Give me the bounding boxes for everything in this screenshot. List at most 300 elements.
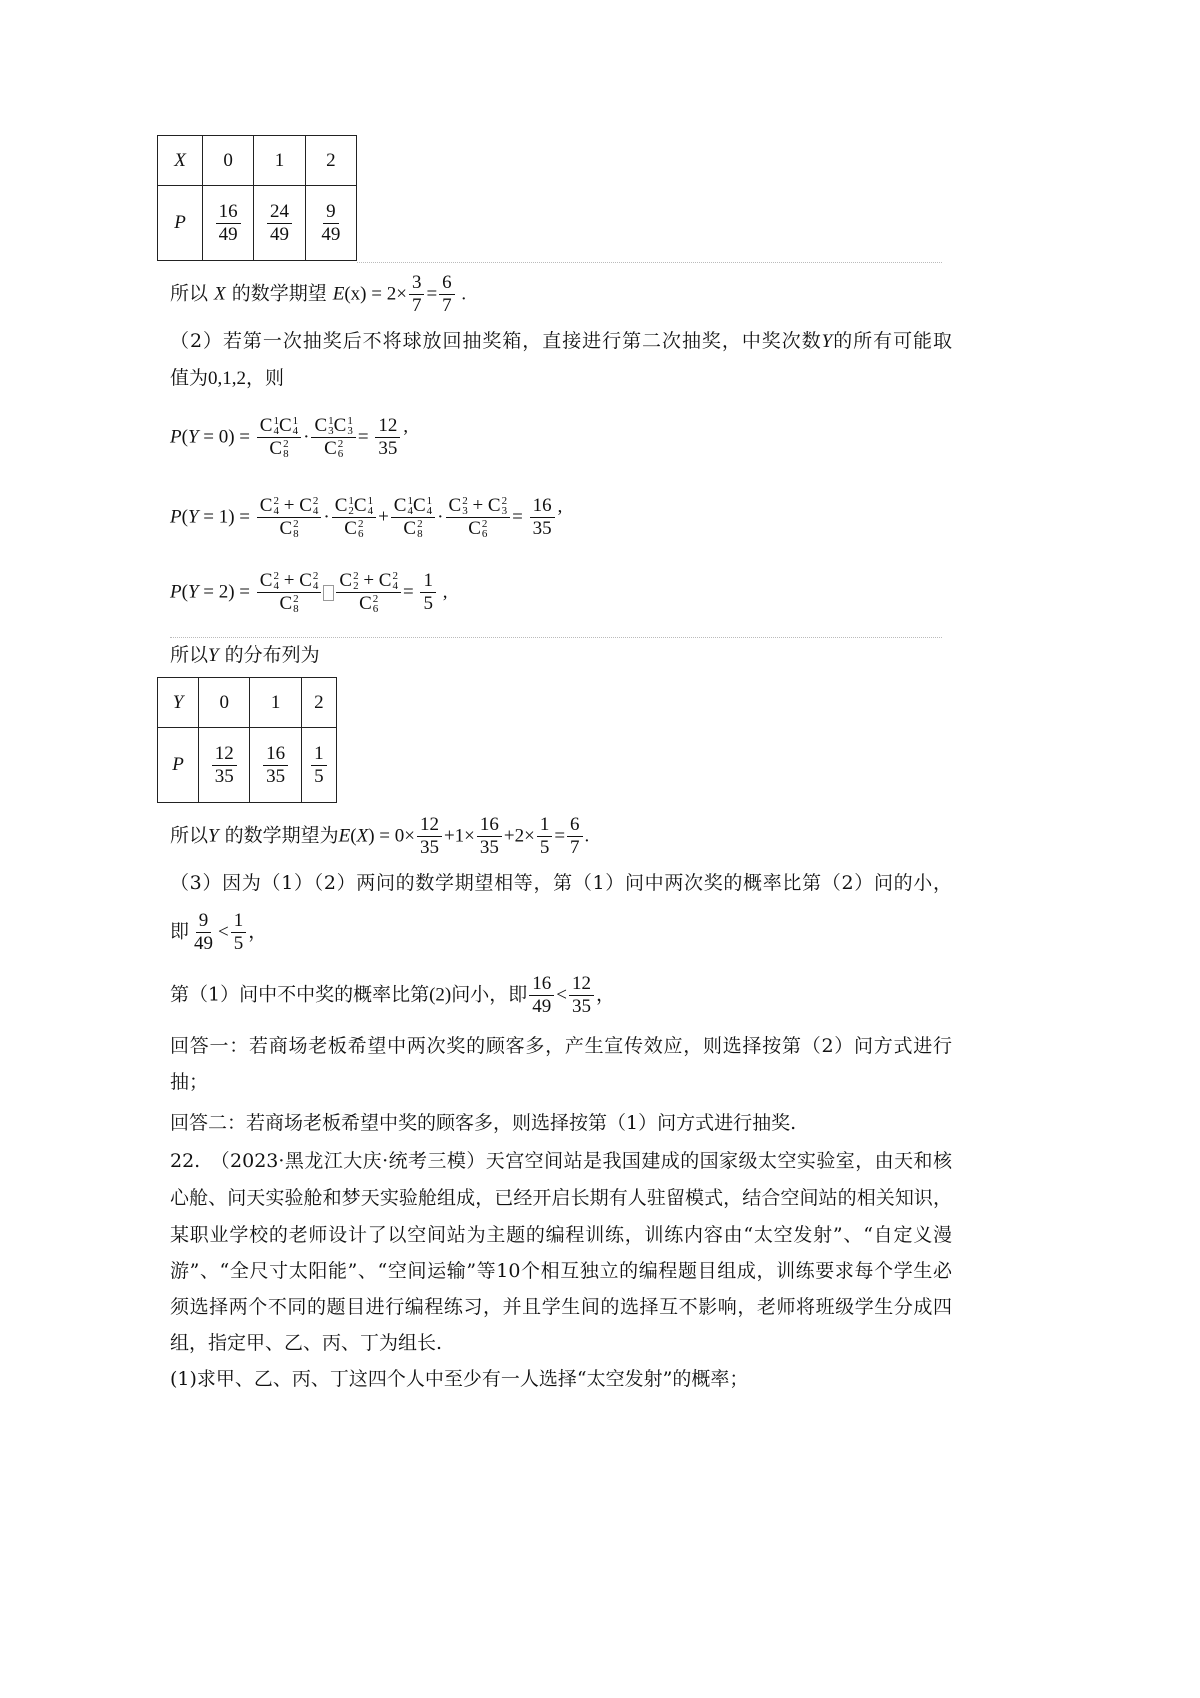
denominator: 49 <box>218 223 238 245</box>
subscript: 3 <box>501 505 508 517</box>
answer-1-cont <box>170 1069 208 1095</box>
math-text: 6 <box>442 272 452 293</box>
part2-text-cont <box>170 365 284 392</box>
math-variable: E <box>332 283 345 305</box>
denominator <box>409 295 425 317</box>
combination-indices <box>368 496 374 516</box>
text-run: 的所有可能取 <box>832 330 952 352</box>
divider <box>357 262 942 263</box>
formula-p-y0 <box>170 415 409 460</box>
combination-c: C <box>403 518 417 539</box>
combination-symbol <box>394 495 413 517</box>
fraction <box>446 495 511 540</box>
combination-c: C <box>259 495 273 516</box>
superscript: 2 <box>392 570 398 582</box>
math-text: 5 <box>423 593 433 614</box>
combination-indices <box>293 594 299 614</box>
math-text: ( <box>181 506 188 528</box>
math-text: (x) = 2× <box>344 283 407 305</box>
combination-c: C <box>314 415 328 436</box>
combination-symbol <box>334 415 353 437</box>
denominator <box>276 518 301 540</box>
combination-symbol <box>279 593 298 615</box>
part3-text <box>170 870 952 896</box>
text-run: 22. （2023·黑龙江大庆·统考三模）天宫空间站是我国建成的国家级太空实验室，由天和核 <box>170 1150 952 1172</box>
numerator <box>257 415 301 438</box>
formula-p-y1 <box>170 495 563 540</box>
math-text: + <box>467 495 488 516</box>
math-text: · <box>323 506 330 528</box>
combination-c: C <box>334 495 348 516</box>
superscript: 2 <box>462 495 468 507</box>
math-text: 3 <box>411 272 422 293</box>
combination-indices <box>502 496 508 516</box>
math-text: 1 <box>423 570 433 591</box>
distribution-table-y <box>157 677 337 803</box>
combination-c: C <box>279 593 293 614</box>
math-variable: X <box>356 825 369 847</box>
math-variable: P <box>170 581 182 603</box>
math-text: = <box>402 581 419 603</box>
text-run: （3）因为（1）（2）两问的数学期望相等，第（1）问中两次奖的概率比第（2）问的小， <box>170 872 952 894</box>
math-text: 0,1,2 <box>208 368 247 389</box>
text-run: (1)求甲、乙、丙、丁这四个人中至少有一人选择“太空发射”的概率； <box>170 1368 749 1390</box>
combination-c: C <box>259 570 273 591</box>
numerator <box>477 814 502 837</box>
distribution-table-x <box>157 135 357 261</box>
text-run: 的数学期望为 <box>218 824 339 847</box>
text-run: 即 <box>170 920 190 943</box>
fraction <box>311 415 355 460</box>
combination-symbol <box>344 518 363 540</box>
combination-indices <box>358 519 364 539</box>
subscript: 4 <box>292 425 299 437</box>
divider <box>170 637 942 638</box>
denominator <box>439 295 455 317</box>
text-run: 回答一：若商场老板希望中两次奖的顾客多，产生宣传效应，则选择按第（2）问方式进行 <box>170 1035 952 1057</box>
text-run: 游”、“全尺寸太阳能”、“空间运输”等10个相互独立的编程题目组成，训练要求每个学生必 <box>170 1260 952 1282</box>
denominator <box>341 518 366 540</box>
subscript: 3 <box>347 425 353 437</box>
math-text: ( <box>350 825 357 847</box>
math-text: 7 <box>570 837 580 858</box>
superscript: 2 <box>501 495 508 507</box>
inequality-2 <box>170 973 615 1018</box>
fraction <box>529 973 554 1018</box>
table-header-cell: 1 <box>250 678 301 728</box>
superscript: 2 <box>372 593 379 605</box>
denominator <box>530 518 555 540</box>
question-22-text <box>170 1222 952 1248</box>
fraction <box>530 495 555 540</box>
prob-cell <box>301 728 336 803</box>
text-run: 组，指定甲、乙、丙、丁为组长. <box>170 1332 443 1354</box>
combination-symbol <box>339 570 358 592</box>
subscript: 2 <box>348 505 354 517</box>
numerator <box>391 495 435 518</box>
table-row-label: P <box>158 728 199 803</box>
math-text: 16 <box>532 973 552 994</box>
denominator <box>276 593 301 615</box>
math-variable: E <box>338 825 351 847</box>
combination-c: C <box>378 570 392 591</box>
math-text: 16 <box>532 495 552 516</box>
math-text: ( <box>181 581 188 603</box>
math-text: 49 <box>194 933 214 954</box>
math-text: 6 <box>570 814 580 835</box>
subscript: 4 <box>407 505 413 517</box>
subscript: 4 <box>426 505 433 517</box>
combination-symbol <box>299 495 318 517</box>
combination-indices <box>313 496 319 516</box>
math-text: 12 <box>571 973 591 994</box>
denominator <box>321 438 346 460</box>
question-22-text <box>170 1330 442 1356</box>
numerator <box>332 495 376 518</box>
superscript: 2 <box>481 518 488 530</box>
math-text: ( <box>181 426 188 448</box>
text-run: 所以 <box>170 644 209 666</box>
text-run: 的分布列为 <box>218 644 320 666</box>
subscript: 8 <box>417 528 423 540</box>
superscript: 2 <box>283 438 289 450</box>
combination-symbol <box>314 415 333 437</box>
math-text: 5 <box>233 933 244 954</box>
combination-indices <box>373 594 379 614</box>
text-run: 心舱、问天实验舱和梦天实验舱组成，已经开启长期有人驻留模式，结合空间站的相关知识， <box>170 1187 952 1209</box>
denominator <box>465 518 490 540</box>
text-run: 问小，即 <box>451 983 528 1006</box>
text-run: 抽； <box>170 1071 209 1093</box>
fraction <box>537 814 553 859</box>
math-text: 35 <box>571 996 591 1017</box>
combination-symbol <box>269 438 288 460</box>
prob-cell <box>250 728 301 803</box>
denominator <box>266 438 291 460</box>
superscript: 2 <box>293 518 299 530</box>
fraction <box>191 910 216 955</box>
math-text: 35 <box>419 837 439 858</box>
expectation-y-line <box>170 814 589 859</box>
combination-symbol <box>260 415 279 437</box>
subscript: 6 <box>337 448 344 460</box>
text-run: 所以 <box>170 824 209 847</box>
math-text: 12 <box>419 814 439 835</box>
numerator <box>420 570 436 593</box>
question-22-text <box>170 1185 952 1211</box>
combination-c: C <box>344 518 357 539</box>
subscript: 8 <box>293 528 299 540</box>
superscript: 1 <box>347 415 353 427</box>
denominator <box>477 837 502 859</box>
fraction <box>257 415 301 460</box>
superscript: 1 <box>273 415 279 427</box>
text-run: 回答二：若商场老板希望中奖的顾客多，则选择按第（1）问方式进行抽奖. <box>170 1112 797 1134</box>
combination-c: C <box>359 593 372 614</box>
combination-symbol <box>279 518 298 540</box>
subscript: 4 <box>273 425 279 437</box>
subscript: 6 <box>357 528 364 540</box>
math-text: = <box>357 426 374 448</box>
numerator: 9 <box>323 201 339 224</box>
text-run: 第（1）问中不中奖的概率比第 <box>170 983 430 1006</box>
numerator <box>231 910 247 933</box>
combination-indices <box>427 496 433 516</box>
fraction <box>336 570 401 615</box>
numerator <box>375 415 400 438</box>
combination-symbol <box>260 570 279 592</box>
subscript: 8 <box>283 448 289 460</box>
superscript: 1 <box>292 415 299 427</box>
combination-indices <box>347 416 353 436</box>
math-text: 7 <box>411 295 422 316</box>
combination-c: C <box>393 495 407 516</box>
formula-p-y2 <box>170 570 447 615</box>
fraction <box>391 495 435 540</box>
combination-symbol <box>413 495 432 517</box>
combination-c: C <box>279 518 293 539</box>
superscript: 1 <box>426 495 433 507</box>
combination-indices <box>293 416 299 436</box>
subscript: 8 <box>293 603 299 615</box>
numerator <box>439 272 455 295</box>
numerator: 16 <box>263 743 288 766</box>
math-text: = 0) = <box>198 426 255 448</box>
math-variable: Y <box>208 825 219 847</box>
math-text: (2) <box>429 984 452 1006</box>
combination-indices <box>417 519 423 539</box>
subscript: 4 <box>312 505 319 517</box>
subscript: 4 <box>367 505 374 517</box>
combination-c: C <box>324 438 337 459</box>
math-text: 12 <box>378 415 398 436</box>
superscript: 1 <box>367 495 374 507</box>
numerator <box>569 973 594 996</box>
text-run: ， <box>595 983 615 1006</box>
combination-c: C <box>299 495 312 516</box>
math-text: ’ <box>556 506 563 528</box>
subscript: 3 <box>462 505 468 517</box>
math-text: · <box>303 426 310 448</box>
math-text: 16 <box>479 814 499 835</box>
math-text: = 1) = <box>198 506 255 528</box>
combination-symbol <box>335 495 354 517</box>
denominator <box>375 438 400 460</box>
table-row-label: P <box>158 186 203 261</box>
table-header-cell: X <box>158 136 203 186</box>
math-variable: Y <box>187 581 199 603</box>
table-header-cell: 2 <box>301 678 336 728</box>
combination-symbol <box>379 570 398 592</box>
fraction <box>257 495 322 540</box>
math-variable: P <box>170 506 182 528</box>
combination-c: C <box>333 415 347 436</box>
denominator <box>529 996 554 1018</box>
numerator <box>257 570 322 593</box>
superscript: 2 <box>417 518 423 530</box>
combination-symbol <box>354 495 373 517</box>
superscript: 2 <box>273 495 279 507</box>
denominator <box>569 996 594 1018</box>
table-header-cell: 2 <box>305 136 356 186</box>
numerator <box>409 272 425 295</box>
numerator: 24 <box>267 201 292 224</box>
numerator <box>417 814 442 837</box>
math-text: 7 <box>442 295 452 316</box>
numerator <box>537 814 553 837</box>
fraction <box>420 570 436 615</box>
combination-c: C <box>468 518 481 539</box>
table-header-cell: Y <box>158 678 199 728</box>
math-text: · <box>437 506 444 528</box>
combination-symbol <box>260 495 279 517</box>
math-text: +1× <box>443 825 475 847</box>
fraction <box>569 973 594 1018</box>
numerator <box>336 570 401 593</box>
math-text: . <box>456 283 467 305</box>
math-text: = <box>554 825 566 847</box>
numerator: 16 <box>216 201 241 224</box>
combination-c: C <box>412 495 426 516</box>
text-run: 某职业学校的老师设计了以空间站为主题的编程训练，训练内容由“太空发射”、“自定义漫 <box>170 1224 952 1246</box>
text-run: ， <box>248 920 268 943</box>
table-header-cell: 0 <box>199 678 250 728</box>
fraction <box>439 272 455 317</box>
prob-cell <box>203 186 254 261</box>
combination-indices <box>293 519 299 539</box>
fraction <box>409 272 425 317</box>
subscript: 6 <box>481 528 488 540</box>
fraction <box>477 814 502 859</box>
combination-c: C <box>339 570 353 591</box>
numerator <box>446 495 511 518</box>
subscript: 3 <box>328 425 334 437</box>
combination-c: C <box>299 570 312 591</box>
denominator <box>356 593 381 615</box>
question-22-part1 <box>170 1366 748 1392</box>
prob-cell <box>254 186 305 261</box>
math-variable: Y <box>208 645 219 666</box>
text-run: 须选择两个不同的题目进行编程练习，并且学生间的选择互不影响，老师将班级学生分成四 <box>170 1296 952 1318</box>
numerator: 1 <box>311 743 327 766</box>
math-text: + <box>278 570 300 591</box>
subscript: 2 <box>353 580 359 592</box>
combination-symbol <box>488 495 507 517</box>
denominator <box>231 933 247 955</box>
fraction <box>567 814 583 859</box>
math-text: . <box>584 825 590 847</box>
math-variable: Y <box>187 506 199 528</box>
prob-cell <box>199 728 250 803</box>
question-22-text <box>170 1148 952 1174</box>
fraction <box>417 814 442 859</box>
subscript: 4 <box>273 580 279 592</box>
question-22-text <box>170 1294 952 1320</box>
denominator: 35 <box>266 765 286 787</box>
combination-symbol <box>403 518 422 540</box>
denominator <box>567 837 583 859</box>
distribution-intro <box>170 642 320 669</box>
question-22-text <box>170 1258 952 1284</box>
fraction <box>257 570 322 615</box>
combination-indices <box>392 571 398 591</box>
combination-symbol <box>359 593 378 615</box>
combination-c: C <box>278 415 292 436</box>
math-text: 35 <box>532 518 552 539</box>
combination-indices <box>482 519 488 539</box>
text-run: （2）若第一次抽奖后不将球放回抽奖箱，直接进行第二次抽奖，中奖次数 <box>170 330 822 352</box>
numerator <box>257 495 322 518</box>
math-text: ’ <box>402 426 409 448</box>
denominator <box>191 933 216 955</box>
text-run: 的数学期望 <box>225 282 333 305</box>
fraction <box>332 495 376 540</box>
math-text: , <box>437 581 448 603</box>
fraction <box>231 910 247 955</box>
subscript: 4 <box>312 580 319 592</box>
combination-c: C <box>353 495 367 516</box>
math-text: 35 <box>378 438 398 459</box>
math-text: = <box>512 506 528 528</box>
superscript: 1 <box>328 415 334 427</box>
math-variable: X <box>214 283 226 305</box>
math-text: < <box>218 921 229 943</box>
missing-glyph-box <box>323 585 334 601</box>
denominator <box>400 518 425 540</box>
math-variable: Y <box>821 331 833 352</box>
superscript: 2 <box>337 438 344 450</box>
table-header-cell: 1 <box>254 136 305 186</box>
subscript: 4 <box>392 580 398 592</box>
denominator: 49 <box>269 223 289 245</box>
math-text: 49 <box>532 996 552 1017</box>
math-text: < <box>556 984 567 1006</box>
numerator <box>529 973 554 996</box>
combination-indices <box>283 439 289 459</box>
math-variable: P <box>170 426 182 448</box>
text-run: 值为 <box>170 367 209 389</box>
combination-c: C <box>259 415 273 436</box>
superscript: 1 <box>348 495 354 507</box>
combination-symbol <box>468 518 487 540</box>
combination-c: C <box>487 495 501 516</box>
combination-c: C <box>448 495 462 516</box>
superscript: 1 <box>407 495 413 507</box>
numerator <box>530 495 555 518</box>
combination-symbol <box>279 415 298 437</box>
answer-2 <box>170 1110 796 1136</box>
superscript: 2 <box>273 570 279 582</box>
numerator <box>196 910 212 933</box>
superscript: 2 <box>353 570 359 582</box>
math-text: 35 <box>479 837 499 858</box>
math-text: 1 <box>233 910 244 931</box>
denominator: 49 <box>321 223 341 245</box>
combination-symbol <box>449 495 468 517</box>
subscript: 6 <box>372 603 379 615</box>
math-text: + <box>358 570 379 591</box>
text-run: ，则 <box>246 367 285 389</box>
answer-1 <box>170 1033 952 1059</box>
part2-text <box>170 328 952 355</box>
subscript: 4 <box>273 505 279 517</box>
denominator <box>537 837 553 859</box>
math-text: 5 <box>539 837 550 858</box>
math-text: = 2) = <box>198 581 255 603</box>
expectation-x-line <box>170 272 466 317</box>
numerator: 12 <box>212 743 237 766</box>
math-text: +2× <box>503 825 535 847</box>
